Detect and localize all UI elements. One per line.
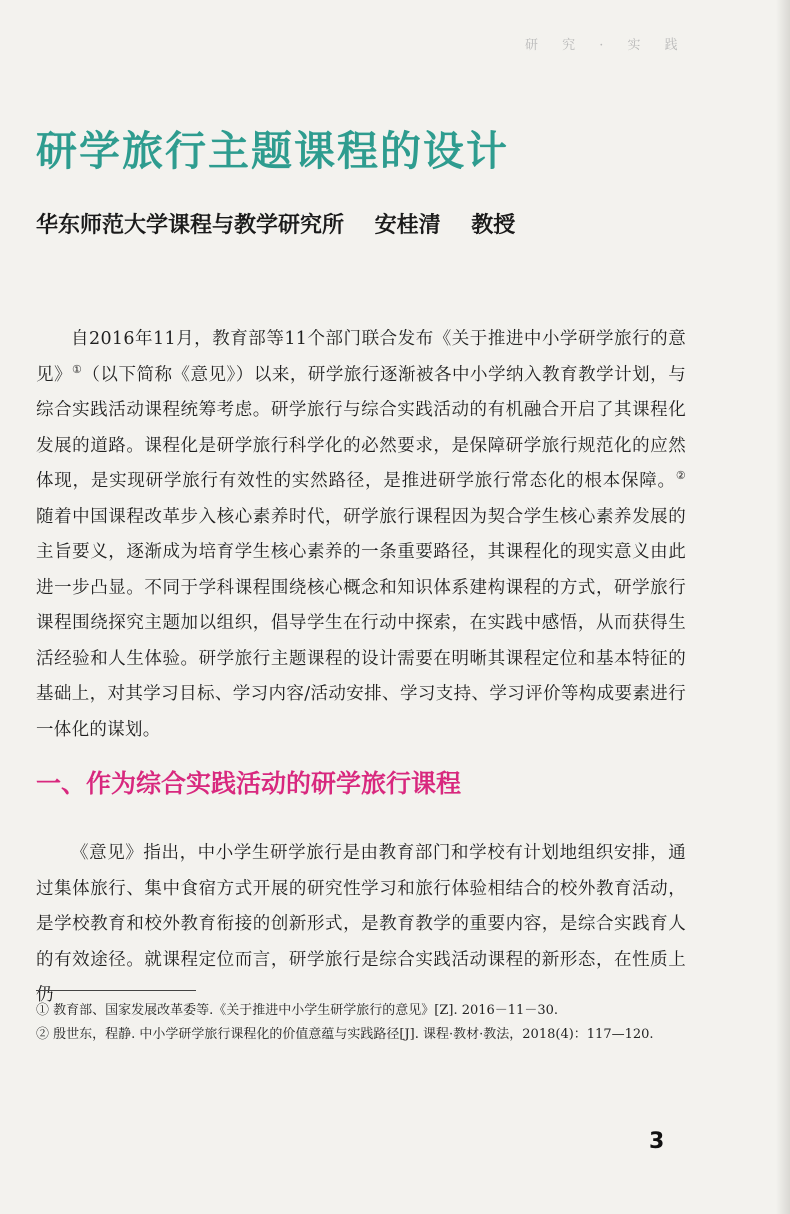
footnotes	[36, 1000, 686, 1048]
section-paragraph: 《意见》指出，中小学生研学旅行是由教育部门和学校有计划地组织安排，通过集体旅行、集中食宿方式开展的研究性学习和旅行体验相结合的校外教育活动，是学校教育和校外教育衔接的创新形式，是教育教学的重要内容，是综合实践育人的有效途径。就课程定位而言，研学旅行是综合实践活动课程的新形态，在性质上仍	[36, 843, 686, 1005]
page-edge	[776, 0, 790, 1214]
page-number: 3	[649, 1129, 665, 1154]
intro-text-part3: 随着中国课程改革步入核心素养时代，研学旅行课程因为契合学生核心素养发展的主旨要义，逐渐成为培育学生核心素养的一条重要路径，其课程化的现实意义由此进一步凸显。不同于学科课程围绕核心概念和知识体系建构课程的方式，研学旅行课程围绕探究主题加以组织，倡导学生在行动中探索，在实践中感悟，从而获得生活经验和人生体验。研学旅行主题课程的设计需要在明晰其课程定位和基本特征的基础上，对其学习目标、学习内容/活动安排、学习支持、学习评价等构成要素进行一体化的谋划。	[36, 506, 686, 740]
intro-text-part1: 自2016年11月，教育部等11个部门联合发布《关于推进中小学研学旅行的意见》	[36, 329, 686, 385]
running-head: 研 究 · 实 践	[525, 38, 688, 53]
author-line: 华东师范大学课程与教学研究所 安桂清 教授	[36, 213, 516, 238]
footnote-ref-2: ②	[675, 469, 686, 483]
article-title: 研学旅行主题课程的设计	[36, 127, 509, 175]
footnote-2: ② 殷世东，程静. 中小学研学旅行课程化的价值意蕴与实践路径[J]. 课程·教材·教法，2018(4)：117—120.	[36, 1027, 654, 1042]
intro-paragraph	[36, 322, 686, 748]
intro-text-part2: （以下简称《意见》）以来，研学旅行逐渐被各中小学纳入教育教学计划，与综合实践活动课程统筹考虑。研学旅行与综合实践活动的有机融合开启了其课程化发展的道路。课程化是研学旅行科学化的必然要求，是保障研学旅行规范化的应然体现，是实现研学旅行有效性的实然路径，是推进研学旅行常态化的根本保障。	[36, 364, 686, 491]
section-heading: 一、作为综合实践活动的研学旅行课程	[36, 769, 462, 798]
footnote-ref-1: ①	[72, 362, 83, 376]
footnote-divider	[36, 990, 196, 991]
footnote-1: ① 教育部、国家发展改革委等.《关于推进中小学生研学旅行的意见》[Z]. 2016－11－30.	[36, 1003, 559, 1018]
